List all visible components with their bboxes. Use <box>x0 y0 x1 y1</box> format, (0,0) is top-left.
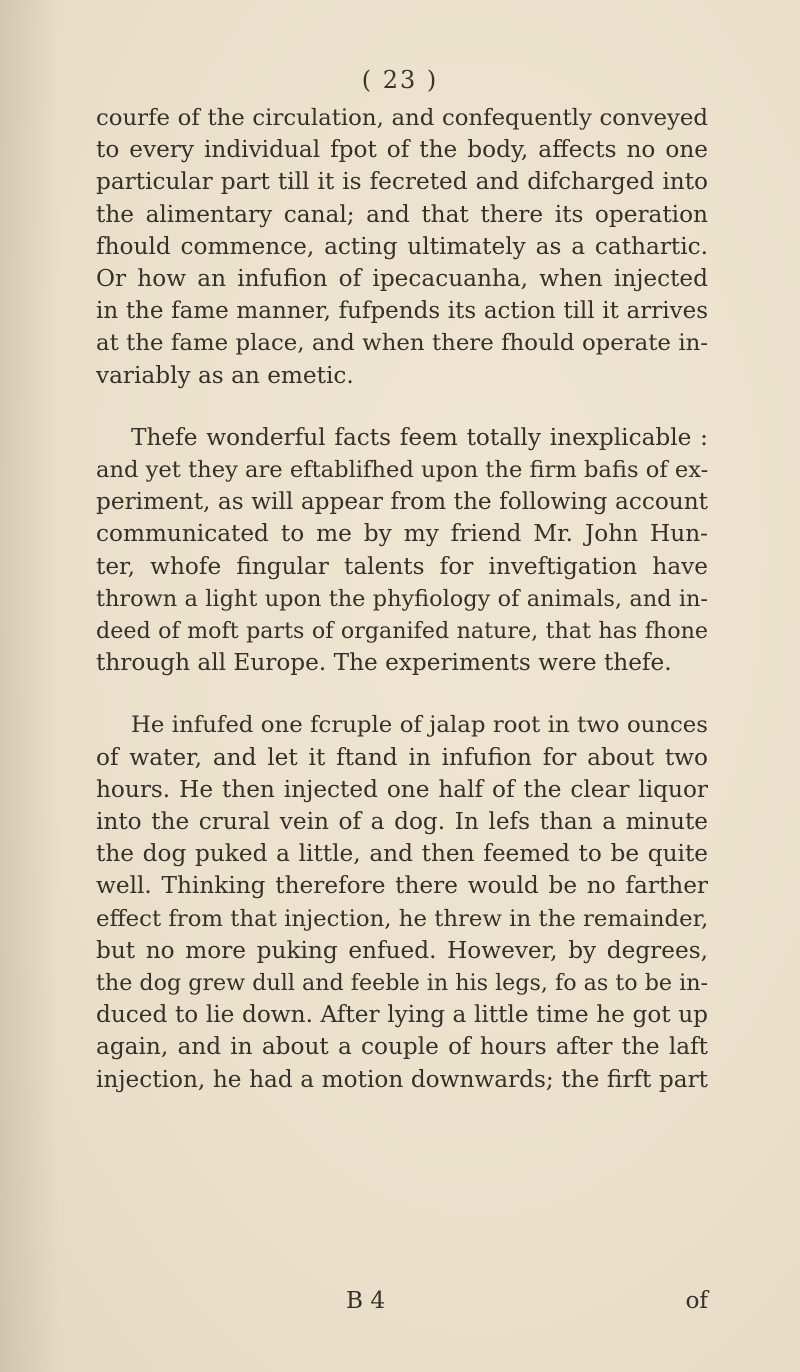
text-line: Or how an infufion of ipecacuanha, when injected <box>96 265 708 293</box>
text-line: He infufed one fcruple of jalap root in two ounces <box>131 712 708 739</box>
text-line: courfe of the circulation, and confequently conveyed <box>96 105 708 131</box>
text-line: periment, as will appear from the following account <box>96 488 708 516</box>
text-line: but no more puking enfued. However, by degrees, <box>96 936 708 964</box>
paragraph-1 <box>96 102 708 392</box>
text-line: hours. He then injected one half of the clear liquor <box>96 775 708 803</box>
paragraph-gap <box>96 392 708 422</box>
text-line: of water, and let it ftand in infufion for about two <box>96 743 708 771</box>
signature-mark: B 4 <box>346 1287 386 1314</box>
text-line: the dog puked a little, and then feemed to be quite <box>96 840 708 868</box>
text-line: and yet they are eftablifhed upon the firm bafis of ex- <box>96 457 708 484</box>
page-number: ( 23 ) <box>361 66 439 94</box>
paragraph-3 <box>96 709 708 1095</box>
text-line: the dog grew dull and feeble in his legs, fo as to be in- <box>96 970 708 997</box>
text-line: through all Europe. The experiments were thefe. <box>96 649 672 677</box>
paragraph-gap <box>96 679 708 709</box>
catchword: of <box>685 1287 708 1314</box>
paragraph-2 <box>96 422 708 680</box>
text-line: duced to lie down. After lying a little time he got up <box>96 1001 708 1029</box>
text-line: effect from that injection, he threw in the remainder, <box>96 905 708 932</box>
text-line: in the fame manner, fufpends its action till it arrives <box>96 298 708 325</box>
text-line: ter, whofe fingular talents for inveftigation have <box>96 552 708 580</box>
text-line: at the fame place, and when there fhould operate in- <box>96 330 708 357</box>
text-line: well. Thinking therefore there would be no farther <box>96 872 708 900</box>
text-line: the alimentary canal; and that there its operation <box>96 200 708 228</box>
text-line: again, and in about a couple of hours after the laft <box>96 1033 708 1061</box>
text-line: variably as an emetic. <box>96 361 354 389</box>
text-line: particular part till it is fecreted and difcharged into <box>96 168 708 196</box>
text-line: injection, he had a motion downwards; the firft part <box>96 1065 708 1093</box>
body-text <box>96 102 708 1096</box>
text-line: Thefe wonderful facts feem totally inexplicable : <box>131 423 708 451</box>
text-line: communicated to me by my friend Mr. John Hun- <box>96 520 708 548</box>
text-line: deed of moft parts of organifed nature, that has fhone <box>96 618 708 645</box>
text-line: to every individual fpot of the body, affects no one <box>96 136 708 164</box>
text-line: thrown a light upon the phyfiology of animals, and in- <box>96 585 708 612</box>
text-line: fhould commence, acting ultimately as a cathartic. <box>96 232 708 260</box>
text-line: into the crural vein of a dog. In lefs than a minute <box>96 808 708 836</box>
